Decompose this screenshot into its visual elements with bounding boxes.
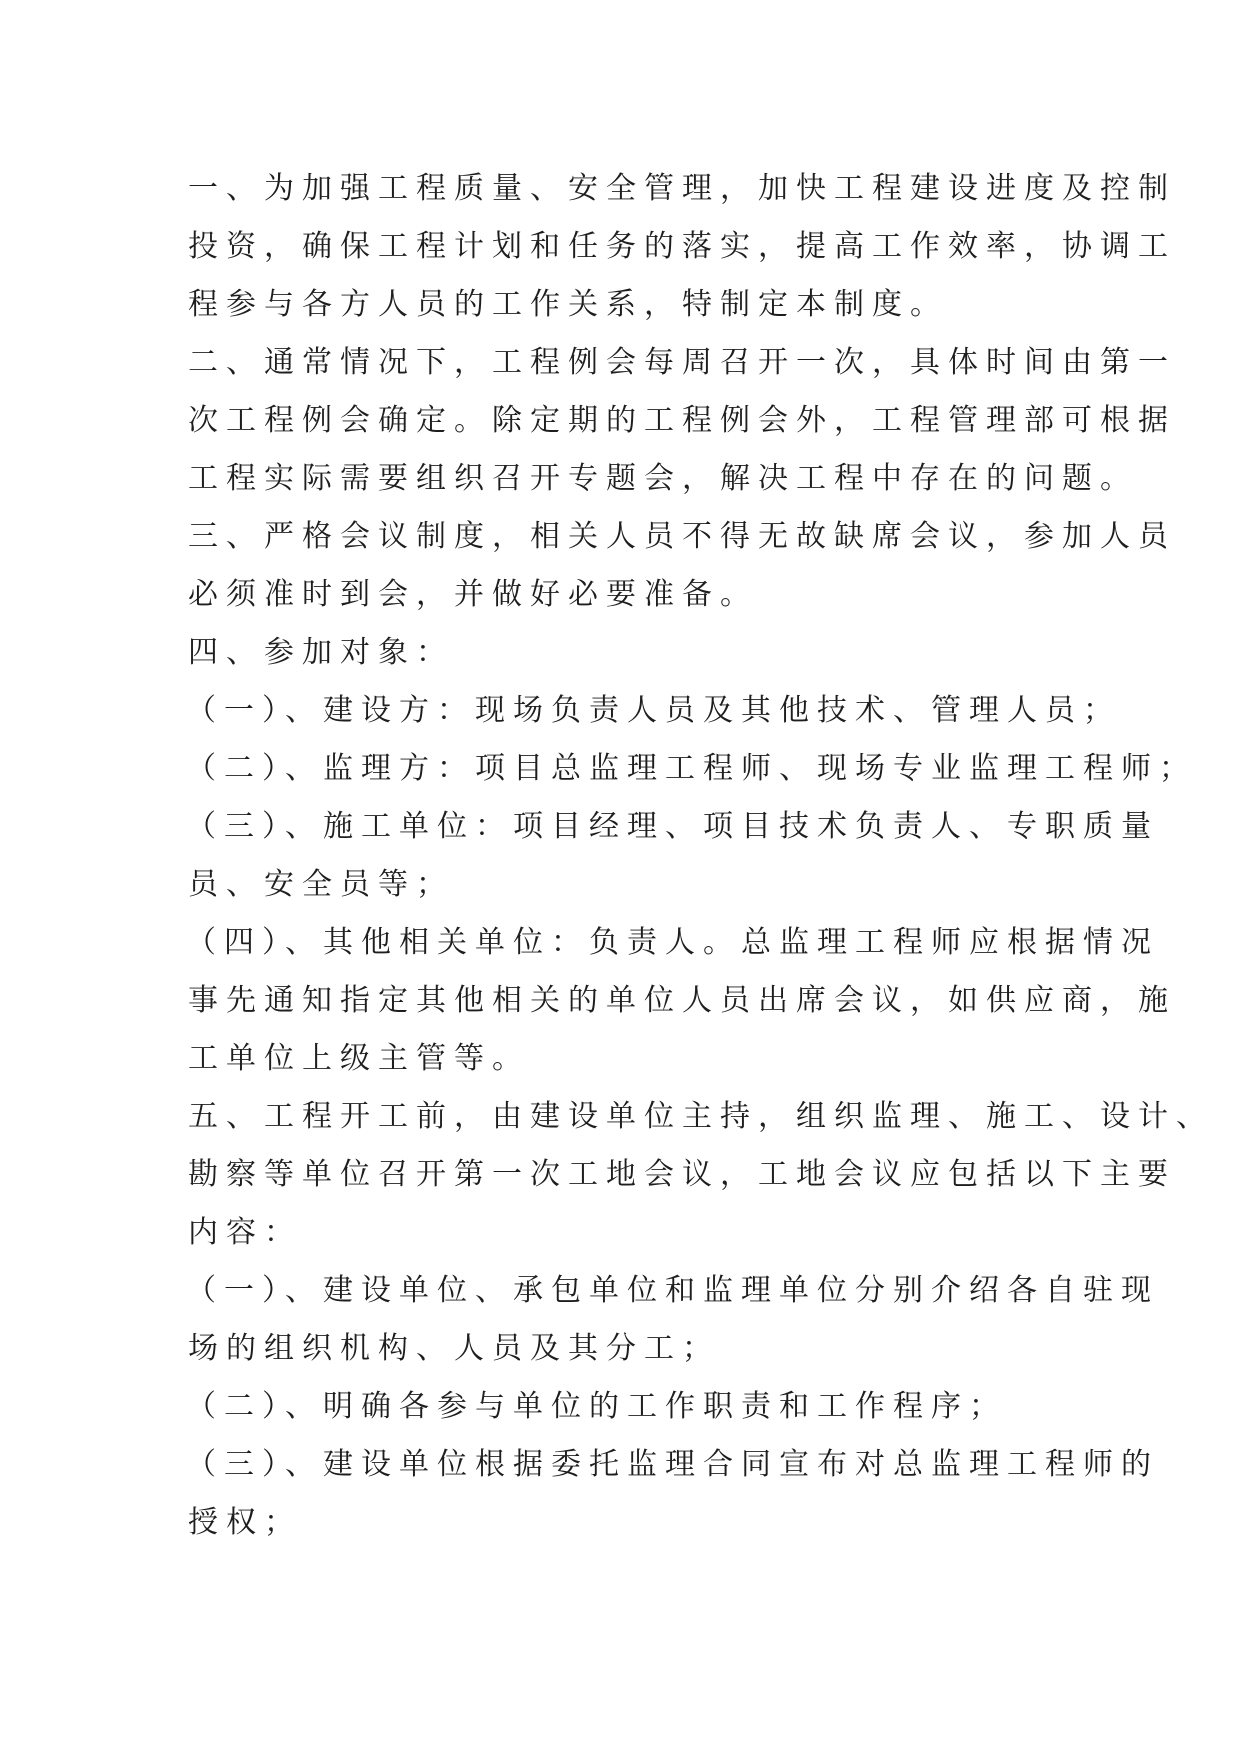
text-line: 一、为加强工程质量、安全管理，加快工程建设进度及控制 [188,171,1176,206]
text-line: 三、严格会议制度，相关人员不得无故缺席会议，参加人员 [188,519,1176,554]
text-line: 四、参加对象： [188,635,454,670]
text-line: （一）、建设方：现场负责人员及其他技术、管理人员； [186,693,1121,728]
text-line: 工程实际需要组织召开专题会，解决工程中存在的问题。 [188,461,1138,496]
text-line: （一）、建设单位、承包单位和监理单位分别介绍各自驻现 [186,1273,1159,1308]
document-body [186,160,1214,1552]
text-line: 场的组织机构、人员及其分工； [188,1331,720,1366]
text-line: 程参与各方人员的工作关系，特制定本制度。 [188,287,948,322]
text-line: 勘察等单位召开第一次工地会议，工地会议应包括以下主要 [188,1157,1176,1192]
text-line: 事先通知指定其他相关的单位人员出席会议，如供应商，施 [188,983,1176,1018]
text-line: 授权； [188,1505,302,1540]
text-line: 员、安全员等； [188,867,454,902]
text-line: 投资，确保工程计划和任务的落实，提高工作效率，协调工 [188,229,1176,264]
text-line: （三）、施工单位：项目经理、项目技术负责人、专职质量 [186,809,1159,844]
text-line: 必须准时到会，并做好必要准备。 [188,577,758,612]
text-line: （三）、建设单位根据委托监理合同宣布对总监理工程师的 [186,1447,1159,1482]
text-line: 次工程例会确定。除定期的工程例会外，工程管理部可根据 [188,403,1176,438]
text-line: 内容： [188,1215,302,1250]
text-line: （二）、明确各参与单位的工作职责和工作程序； [186,1389,1007,1424]
text-line: 五、工程开工前，由建设单位主持，组织监理、施工、设计、 [188,1099,1214,1134]
text-line: 二、通常情况下，工程例会每周召开一次，具体时间由第一 [188,345,1176,380]
text-line: （二）、监理方：项目总监理工程师、现场专业监理工程师； [186,751,1197,786]
text-line: （四）、其他相关单位：负责人。总监理工程师应根据情况 [186,925,1159,960]
text-line: 工单位上级主管等。 [188,1041,530,1076]
